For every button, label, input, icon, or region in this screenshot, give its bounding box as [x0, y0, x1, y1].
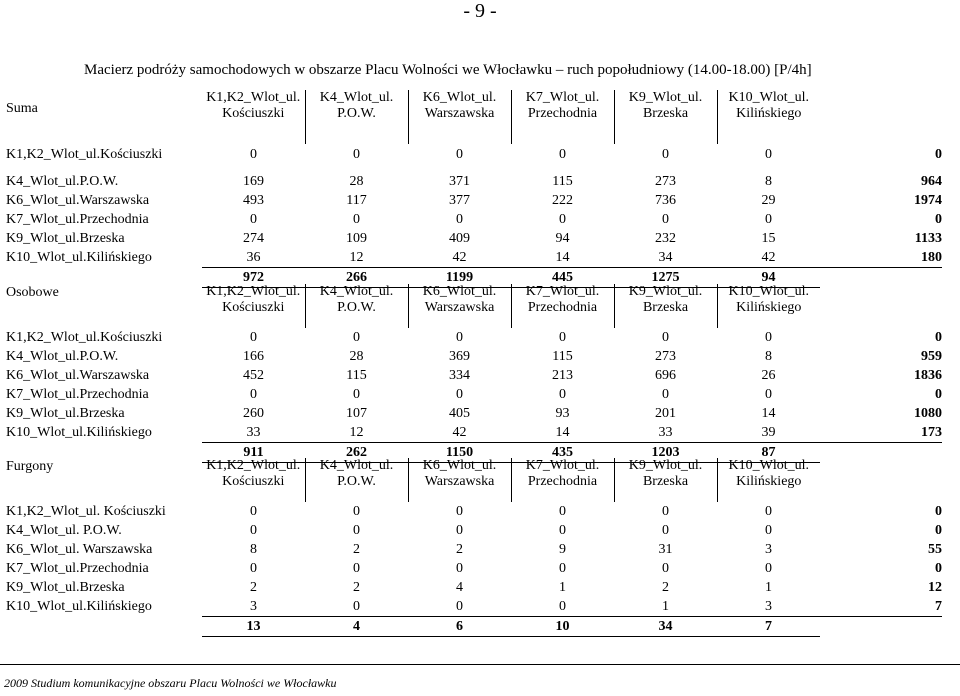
cell-value: 371 — [449, 174, 470, 189]
cell-value: 28 — [349, 349, 364, 364]
row-label: K6_Wlot_ul. Warszawska — [6, 542, 153, 557]
row-label: K4_Wlot_ul.P.O.W. — [6, 349, 119, 364]
column-total: 87 — [717, 443, 820, 463]
totals-sum-empty — [820, 617, 942, 637]
table-row — [6, 328, 942, 347]
column-header — [717, 458, 820, 502]
header-row — [6, 284, 942, 328]
column-header — [511, 284, 614, 328]
row-sum: 55 — [928, 542, 942, 557]
matrix-table-furgony — [6, 458, 942, 637]
cell-value: 3 — [765, 599, 772, 614]
cell-value: 117 — [346, 193, 367, 208]
column-header-line2: Kilińskiego — [736, 474, 802, 489]
column-header-line1: K10_Wlot_ul. — [728, 284, 809, 299]
table-row — [6, 423, 942, 443]
cell-value: 0 — [250, 523, 257, 538]
cell-value: 0 — [353, 523, 360, 538]
cell-value: 15 — [761, 231, 776, 246]
column-total: 10 — [511, 617, 614, 637]
table-row — [6, 229, 942, 248]
cell-value: 0 — [353, 387, 360, 402]
column-total: 1275 — [614, 268, 717, 288]
cell-value: 0 — [250, 504, 257, 519]
row-sum: 0 — [935, 561, 942, 576]
cell-value: 115 — [552, 174, 573, 189]
row-label: K1,K2_Wlot_ul.Kościuszki — [6, 146, 163, 162]
cell-value: 8 — [250, 542, 257, 557]
cell-value: 109 — [346, 231, 367, 246]
cell-value: 0 — [765, 146, 772, 162]
cell-value: 0 — [559, 599, 566, 614]
cell-value: 369 — [449, 349, 470, 364]
cell-value: 0 — [250, 561, 257, 576]
column-header-line2: Kilińskiego — [736, 300, 802, 315]
column-header-line1: K7_Wlot_ul. — [525, 458, 600, 473]
cell-value: 493 — [243, 193, 264, 208]
cell-value: 0 — [353, 146, 360, 162]
cell-value: 201 — [655, 406, 676, 421]
cell-value: 2 — [250, 580, 257, 595]
column-header — [305, 284, 408, 328]
cell-value: 36 — [246, 250, 261, 265]
cell-value: 0 — [353, 504, 360, 519]
cell-value: 0 — [765, 523, 772, 538]
row-label: K9_Wlot_ul.Brzeska — [6, 406, 125, 421]
table-row — [6, 191, 942, 210]
cell-value: 115 — [346, 368, 367, 383]
cell-value: 0 — [353, 330, 360, 345]
table-row — [6, 559, 942, 578]
header-row — [6, 458, 942, 502]
column-header-line2: Kilińskiego — [736, 106, 802, 121]
cell-value: 0 — [456, 523, 463, 538]
cell-value: 213 — [552, 368, 573, 383]
column-header-line2: P.O.W. — [337, 300, 376, 315]
footer-divider — [0, 664, 960, 665]
sum-header-empty — [820, 284, 942, 328]
column-header-line2: Brzeska — [642, 474, 689, 489]
totals-label-empty — [6, 617, 202, 637]
column-total: 1150 — [408, 443, 511, 463]
cell-value: 0 — [559, 523, 566, 538]
cell-value: 274 — [243, 231, 264, 246]
cell-value: 12 — [349, 425, 364, 440]
column-header-line1: K7_Wlot_ul. — [525, 284, 600, 299]
column-header — [202, 90, 305, 144]
column-total: 972 — [202, 268, 305, 288]
table-row — [6, 210, 942, 229]
cell-value: 93 — [555, 406, 570, 421]
row-label: K10_Wlot_ul.Kilińskiego — [6, 425, 152, 441]
column-header-line2: Brzeska — [642, 300, 689, 315]
column-header-line1: K10_Wlot_ul. — [728, 458, 809, 473]
cell-value: 26 — [761, 368, 776, 383]
column-total: 6 — [408, 617, 511, 637]
cell-value: 0 — [662, 504, 669, 519]
table-row — [6, 540, 942, 559]
row-sum: 1133 — [914, 231, 942, 246]
cell-value: 0 — [250, 212, 257, 227]
cell-value: 12 — [349, 250, 364, 265]
row-label: K1,K2_Wlot_ul.Kościuszki — [6, 330, 163, 345]
cell-value: 0 — [456, 387, 463, 402]
row-label: K9_Wlot_ul.Brzeska — [6, 231, 125, 246]
cell-value: 409 — [449, 231, 470, 246]
column-header — [408, 458, 511, 502]
column-header-line2: Przechodnia — [527, 474, 598, 489]
cell-value: 169 — [243, 174, 264, 189]
column-header-line1: K6_Wlot_ul. — [422, 284, 497, 299]
cell-value: 273 — [655, 174, 676, 189]
table-row — [6, 502, 942, 521]
cell-value: 232 — [655, 231, 676, 246]
cell-value: 0 — [559, 561, 566, 576]
sum-header-empty — [820, 458, 942, 502]
cell-value: 0 — [456, 146, 463, 162]
column-header — [717, 284, 820, 328]
cell-value: 334 — [449, 368, 470, 383]
row-label: K7_Wlot_ul.Przechodnia — [6, 212, 149, 227]
cell-value: 166 — [243, 349, 264, 364]
column-header-line1: K7_Wlot_ul. — [525, 90, 600, 105]
cell-value: 1 — [765, 580, 772, 595]
totals-row — [6, 617, 942, 637]
column-total: 262 — [305, 443, 408, 463]
cell-value: 0 — [662, 146, 669, 162]
column-header-line2: Przechodnia — [527, 106, 598, 121]
table-row — [6, 385, 942, 404]
sum-header-empty — [820, 90, 942, 144]
table-caption: Macierz podróży samochodowych w obszarze Placu Wolności we Włocławku – ruch popołudniowy (14.00-18.00) [P/4h] — [84, 62, 812, 78]
table-row — [6, 347, 942, 366]
cell-value: 0 — [559, 387, 566, 402]
column-header-line1: K1,K2_Wlot_ul. — [206, 284, 301, 299]
cell-value: 107 — [346, 406, 367, 421]
column-header — [511, 90, 614, 144]
cell-value: 0 — [559, 212, 566, 227]
cell-value: 33 — [246, 425, 261, 440]
row-label: K4_Wlot_ul.P.O.W. — [6, 174, 119, 189]
cell-value: 0 — [662, 387, 669, 402]
column-header — [408, 284, 511, 328]
header-row — [6, 90, 942, 144]
column-header-line1: K1,K2_Wlot_ul. — [206, 90, 301, 105]
matrix-table-suma — [6, 90, 942, 288]
column-header — [305, 458, 408, 502]
cell-value: 0 — [559, 146, 566, 162]
column-total: 7 — [717, 617, 820, 637]
column-header-line1: K9_Wlot_ul. — [628, 90, 703, 105]
cell-value: 2 — [353, 580, 360, 595]
cell-value: 1 — [662, 599, 669, 614]
column-header-line1: K4_Wlot_ul. — [319, 90, 394, 105]
row-sum: 964 — [921, 174, 942, 189]
table-row — [6, 521, 942, 540]
column-header-line1: K4_Wlot_ul. — [319, 458, 394, 473]
cell-value: 0 — [765, 212, 772, 227]
table-row — [6, 144, 942, 164]
cell-value: 377 — [449, 193, 470, 208]
cell-value: 0 — [456, 599, 463, 614]
cell-value: 14 — [761, 406, 776, 421]
column-total: 445 — [511, 268, 614, 288]
cell-value: 0 — [250, 330, 257, 345]
cell-value: 736 — [655, 193, 676, 208]
column-header — [511, 458, 614, 502]
row-sum: 0 — [935, 387, 942, 402]
cell-value: 34 — [658, 250, 673, 265]
section-title: Osobowe — [6, 285, 59, 300]
cell-value: 0 — [353, 561, 360, 576]
row-label: K10_Wlot_ul.Kilińskiego — [6, 599, 152, 615]
column-header-line2: Kościuszki — [222, 300, 285, 315]
page-number: - 9 - — [463, 0, 497, 22]
column-header-line2: Warszawska — [424, 106, 495, 121]
column-header — [202, 458, 305, 502]
column-header-line2: P.O.W. — [337, 474, 376, 489]
column-header — [614, 90, 717, 144]
row-sum: 0 — [935, 212, 942, 227]
row-sum: 0 — [935, 146, 942, 162]
cell-value: 2 — [456, 542, 463, 557]
cell-value: 1 — [559, 580, 566, 595]
column-header-line2: P.O.W. — [337, 106, 376, 121]
cell-value: 2 — [353, 542, 360, 557]
column-total: 1203 — [614, 443, 717, 463]
cell-value: 696 — [655, 368, 676, 383]
cell-value: 273 — [655, 349, 676, 364]
column-header — [305, 90, 408, 144]
cell-value: 28 — [349, 174, 364, 189]
cell-value: 115 — [552, 349, 573, 364]
cell-value: 0 — [456, 504, 463, 519]
row-sum: 173 — [820, 423, 942, 443]
table-row — [6, 164, 942, 191]
footer-note: 2009 Studium komunikacyjne obszaru Placu Wolności we Włocławku — [4, 676, 337, 690]
column-header-line1: K6_Wlot_ul. — [422, 90, 497, 105]
column-header — [202, 284, 305, 328]
row-sum: 0 — [935, 504, 942, 519]
cell-value: 222 — [552, 193, 573, 208]
column-header-line1: K9_Wlot_ul. — [628, 458, 703, 473]
cell-value: 0 — [662, 561, 669, 576]
cell-value: 0 — [456, 561, 463, 576]
cell-value: 0 — [250, 146, 257, 162]
table-row — [6, 404, 942, 423]
matrix-table-osobowe — [6, 284, 942, 463]
row-sum: 1974 — [914, 193, 942, 208]
column-header-line2: Brzeska — [642, 106, 689, 121]
column-total: 266 — [305, 268, 408, 288]
column-header-line1: K6_Wlot_ul. — [422, 458, 497, 473]
column-total: 94 — [717, 268, 820, 288]
row-sum: 959 — [921, 349, 942, 364]
cell-value: 3 — [765, 542, 772, 557]
column-header-line2: Przechodnia — [527, 300, 598, 315]
cell-value: 33 — [658, 425, 673, 440]
cell-value: 0 — [559, 330, 566, 345]
cell-value: 0 — [353, 212, 360, 227]
cell-value: 0 — [662, 330, 669, 345]
row-sum: 1080 — [914, 406, 942, 421]
cell-value: 8 — [765, 174, 772, 189]
row-sum: 12 — [928, 580, 942, 595]
row-sum: 180 — [820, 248, 942, 268]
column-total: 13 — [202, 617, 305, 637]
cell-value: 0 — [456, 212, 463, 227]
cell-value: 4 — [456, 580, 463, 595]
column-total: 1199 — [408, 268, 511, 288]
cell-value: 260 — [243, 406, 264, 421]
row-label: K7_Wlot_ul.Przechodnia — [6, 387, 149, 402]
row-label: K1,K2_Wlot_ul. Kościuszki — [6, 504, 166, 519]
section-title: Suma — [6, 101, 38, 116]
column-header-line2: Kościuszki — [222, 106, 285, 121]
column-header-line1: K4_Wlot_ul. — [319, 284, 394, 299]
section-title: Furgony — [6, 459, 54, 474]
row-label: K9_Wlot_ul.Brzeska — [6, 580, 125, 595]
cell-value: 0 — [765, 504, 772, 519]
cell-value: 39 — [761, 425, 776, 440]
cell-value: 405 — [449, 406, 470, 421]
row-label: K7_Wlot_ul.Przechodnia — [6, 561, 149, 576]
cell-value: 0 — [353, 599, 360, 614]
cell-value: 0 — [765, 387, 772, 402]
cell-value: 3 — [250, 599, 257, 614]
cell-value: 14 — [555, 250, 570, 265]
column-header — [408, 90, 511, 144]
table-row — [6, 248, 942, 268]
cell-value: 29 — [761, 193, 776, 208]
cell-value: 2 — [662, 580, 669, 595]
cell-value: 0 — [456, 330, 463, 345]
column-header-line1: K10_Wlot_ul. — [728, 90, 809, 105]
cell-value: 42 — [761, 250, 776, 265]
column-header-line1: K1,K2_Wlot_ul. — [206, 458, 301, 473]
table-row — [6, 597, 942, 617]
column-header-line1: K9_Wlot_ul. — [628, 284, 703, 299]
row-label: K6_Wlot_ul.Warszawska — [6, 368, 150, 383]
cell-value: 94 — [555, 231, 570, 246]
cell-value: 0 — [250, 387, 257, 402]
column-header-line2: Warszawska — [424, 300, 495, 315]
row-label: K4_Wlot_ul. P.O.W. — [6, 523, 122, 538]
column-header — [717, 90, 820, 144]
row-sum: 1836 — [914, 368, 942, 383]
column-header-line2: Kościuszki — [222, 474, 285, 489]
column-total: 4 — [305, 617, 408, 637]
cell-value: 0 — [765, 330, 772, 345]
table-row — [6, 366, 942, 385]
column-total: 435 — [511, 443, 614, 463]
cell-value: 8 — [765, 349, 772, 364]
cell-value: 452 — [243, 368, 264, 383]
row-sum: 0 — [935, 523, 942, 538]
table-row — [6, 578, 942, 597]
column-header — [614, 284, 717, 328]
cell-value: 31 — [658, 542, 673, 557]
cell-value: 9 — [559, 542, 566, 557]
cell-value: 0 — [559, 504, 566, 519]
row-sum: 0 — [935, 330, 942, 345]
cell-value: 42 — [452, 425, 467, 440]
column-header — [614, 458, 717, 502]
column-total: 911 — [202, 443, 305, 463]
cell-value: 0 — [765, 561, 772, 576]
row-sum: 7 — [820, 597, 942, 617]
cell-value: 42 — [452, 250, 467, 265]
column-total: 34 — [614, 617, 717, 637]
cell-value: 0 — [662, 212, 669, 227]
row-label: K10_Wlot_ul.Kilińskiego — [6, 250, 152, 266]
cell-value: 14 — [555, 425, 570, 440]
column-header-line2: Warszawska — [424, 474, 495, 489]
row-label: K6_Wlot_ul.Warszawska — [6, 193, 150, 208]
cell-value: 0 — [662, 523, 669, 538]
